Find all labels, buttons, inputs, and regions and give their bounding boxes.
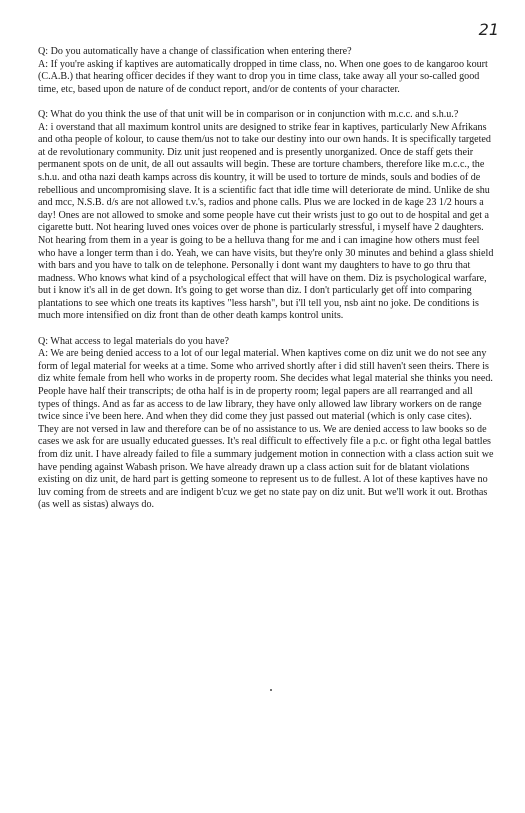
answer-text: A: i overstand that all maximum kontrol units are designed to strike fear in kaptives, particularly New Afrikans and otha people of kolour, to cause them/us not to take our destiny into our own hands. It is specifically targeted at de revolutionary community. Diz unit just reopened and is presently unorganized. Once de staff gets their permanent spots on de unit, de all out assaults will begin. These are torture chambers, therefore like m.c.c., the s.h.u. and otha nazi death kamps across dis kountry, it will be used to torture de minds, souls and bodies of de rebellious and uncompromising slave. It is a scientific fact that idle time will deteriorate de mind. Unlike de shu and mcc, N.S.B. d/s are not allowed t.v.'s, radios and phone calls. Plus we are locked in de kage 23 1/2 hours a day! Ones are not allowed to smoke and some people have cut their wrists just to go out to de hospital and get a cigarette butt. Not hearing luved ones voices over de phone is particularly stressful, i myself have 2 daughters. Not hearing from them in a year is going to be a helluva thang for me and i can imagine how others must feel who have a longer term than i do. Yeah, we can have visits, but they're only 30 minutes and behind a glass shield with bars and you have to talk on de telephone. Personally i dont want my daughters to have to go thru that madness. Who knows what kind of a psychological effect that will have on them. Diz is psychological warfare, but i know it's all in de get down. It's going to get worse than diz. I don't particularly get off into comparing plantations to see which one treats its kaptives "less harsh", but i'll tell you, nsb aint no joke. De conditions is much more intensified on diz front than de other death kamps kontrol units. bbox=[38, 121, 494, 322]
question-text: Q: Do you automatically have a change of classification when entering there? bbox=[38, 46, 352, 57]
stray-mark bbox=[270, 689, 272, 691]
answer-text: A: We are being denied access to a lot of our legal material. When kaptives come on diz unit we do not see any form of legal material for weeks at a time. Some who arrived shortly after i did still haven't seen theirs. There is diz white female from hell who works in de property room. She decides what legal material she thinks you need. People have half their transcripts; de otha half is in de property room; legal papers are all rearranged and all types of things. And as far as access to de law library, they have only allowed law library workers on de range twice since i've been here. And when they did come they just passed out material (which is only case cites). They are not versed in law and therefore can be of no assistance to us. We are denied access to law books so de cases we ask for are usually educated guesses. It's real difficult to effectively file a p.c. or fight otha legal battles from diz unit. I have already failed to file a summary judgement motion in connection with a class action suit we have pending against Wabash prison. We have already drawn up a class action suit for de blatant violations existing on diz unit, de hard part is getting someone to represent us to de fullest. A lot of these kaptives have no luv coming from de streets and are indigent b'cuz we get no state pay on diz unit. But we'll work it out. Brothas (as well as sistas) always do. bbox=[38, 348, 494, 511]
qa-section-unit-use bbox=[38, 109, 494, 323]
answer-text: A: If you're asking if kaptives are automatically dropped in time class, no. When one goes to de kangaroo kourt (C.A.B.) that hearing officer decides if they want to drop you in time class, take away all your so-called good time, etc, based upon de nature of de conduct report, and/or de contents of your character. bbox=[38, 58, 488, 95]
question-text: Q: What do you think the use of that unit will be in comparison or in conjunction with m.c.c. and s.h.u.? bbox=[38, 108, 459, 120]
qa-section-legal-materials bbox=[38, 336, 494, 512]
question-text: Q: What access to legal materials do you have? bbox=[38, 335, 229, 347]
interview-text bbox=[38, 46, 494, 525]
qa-section-classification bbox=[38, 46, 494, 96]
page-number: 21 bbox=[478, 20, 499, 39]
